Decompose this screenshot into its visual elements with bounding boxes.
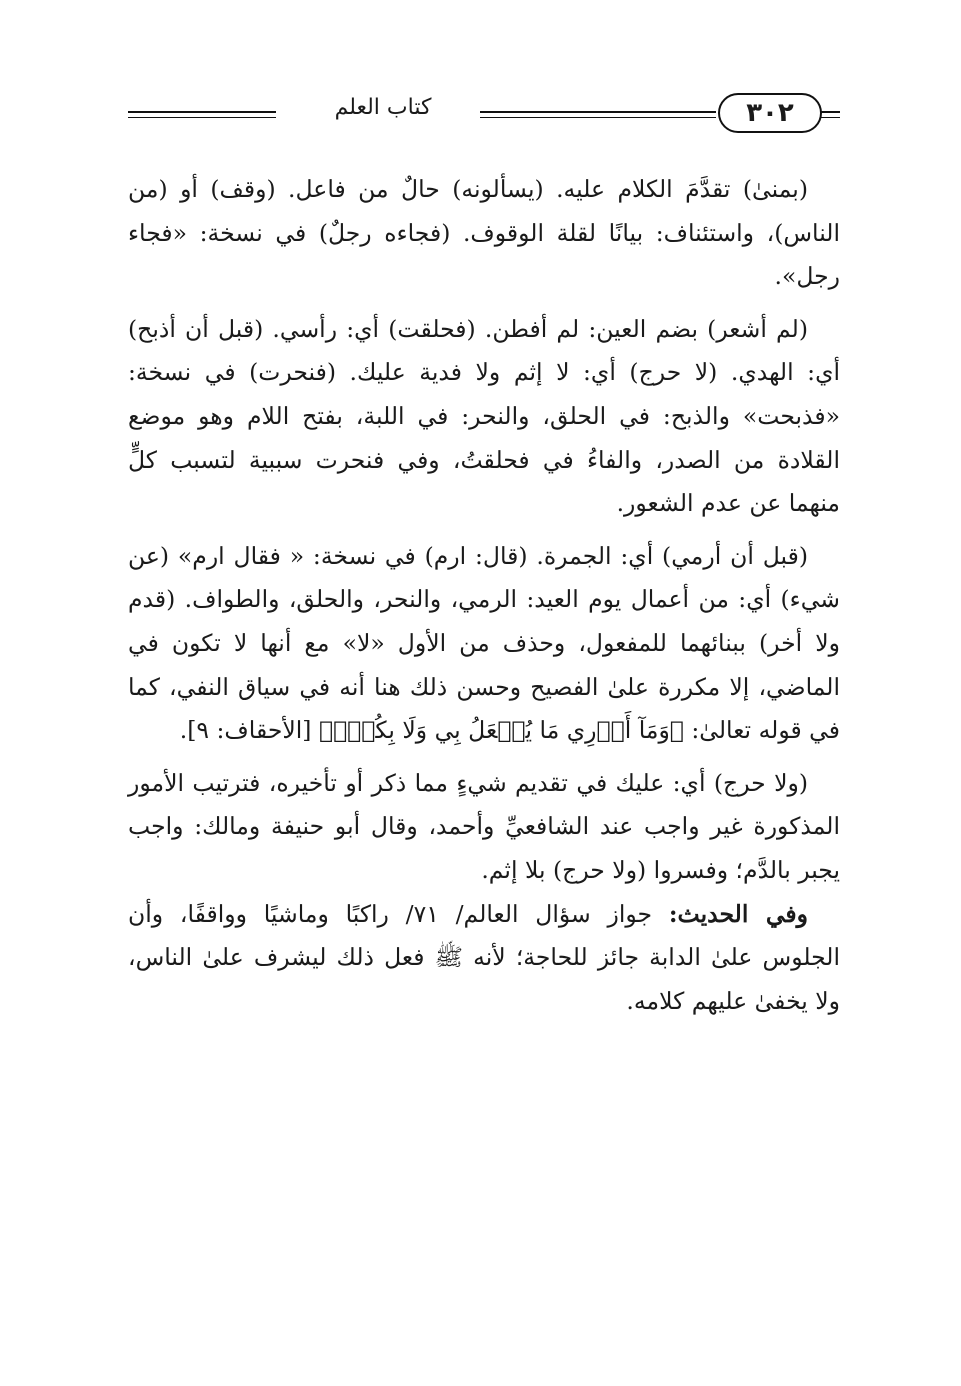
- paragraph: [128, 893, 840, 1024]
- verse-reference: [الأحقاف: ٩].: [179, 716, 312, 745]
- header-rule: [820, 117, 840, 118]
- paragraph: [128, 535, 840, 753]
- paragraph-text: (لم أشعر) بضم العين: لم أفطن. (فحلقت) أي: رأسي. (قبل أن أذبح) أي: الهدي. (لا حرج) أي: لا إثم ولا فدية عليك. (فنحرت) في نسخة: «فذبحت» والذبح: في الحلق، والنحر: في اللبة، بفتح اللام وهو موضع القلادة من الصدر، والفاءُ في فحلقتُ، وفي فنحرت سببية لتسبب كلٍّ منهما عن عدم الشعور.: [128, 314, 840, 518]
- paragraph-text: (ولا حرج) أي: عليك في تقديم شيءٍ مما ذكر أو تأخيره، فترتيب الأمور المذكورة غير واجب عند الشافعيِّ وأحمد، وقال أبو حنيفة ومالك: واجب يجبر بالدَّم؛ وفسروا (ولا حرج) بلا إثم.: [128, 768, 840, 884]
- paragraph-text: جواز سؤال العالم/ ٧١/ راكبًا وماشيًا وواقفًا، وأن الجلوس علىٰ الدابة جائز للحاجة؛ لأنه ﷺ فعل ذلك ليشرف علىٰ الناس، ولا يخفىٰ عليهم كلامه.: [128, 899, 840, 1015]
- header-rule: [480, 117, 716, 118]
- paragraph: [128, 762, 840, 893]
- header-rule: [820, 111, 840, 113]
- header-rule: [128, 111, 276, 113]
- paragraph-text: (بمنىٰ) تقدَّمَ الكلام عليه. (يسألونه) حالٌ من فاعل. (وقف) أو (من الناس)، واستئناف: بيانًا لقلة الوقوف. (فجاءه رجلٌ) في نسخة: «فجاء رجل».: [128, 175, 840, 291]
- page-number-badge: [718, 93, 822, 133]
- paragraph: [128, 308, 840, 526]
- quran-verse: ﴿وَمَآ أَدۡرِي مَا يُفۡعَلُ بِي وَلَا بِكُمۡۖ﴾: [318, 716, 684, 745]
- page-number: ٣٠٢: [746, 98, 794, 128]
- body-text: [128, 168, 840, 1023]
- paragraph: [128, 168, 840, 299]
- page-header: [128, 93, 840, 143]
- header-rule: [128, 117, 276, 118]
- section-lead: وفي الحديث:: [668, 899, 808, 928]
- paragraph-text: (قبل أن أرمي) أي: الجمرة. (قال: ارم) في نسخة: « فقال ارم» (عن شيء) أي: من أعمال يوم العيد: الرمي، والنحر، والحلق، والطواف. (قدم ولا أخر) ببنائهما للمفعول، وحذف من الأول «لا» مع أنها لا تكون في الماضي، إلا مكررة علىٰ الفصيح وحسن ذلك هنا أنه في سياق النفي، كما في قوله تعالىٰ:: [128, 541, 840, 745]
- book-title: كتاب العلم: [334, 95, 432, 120]
- header-rule: [480, 111, 716, 113]
